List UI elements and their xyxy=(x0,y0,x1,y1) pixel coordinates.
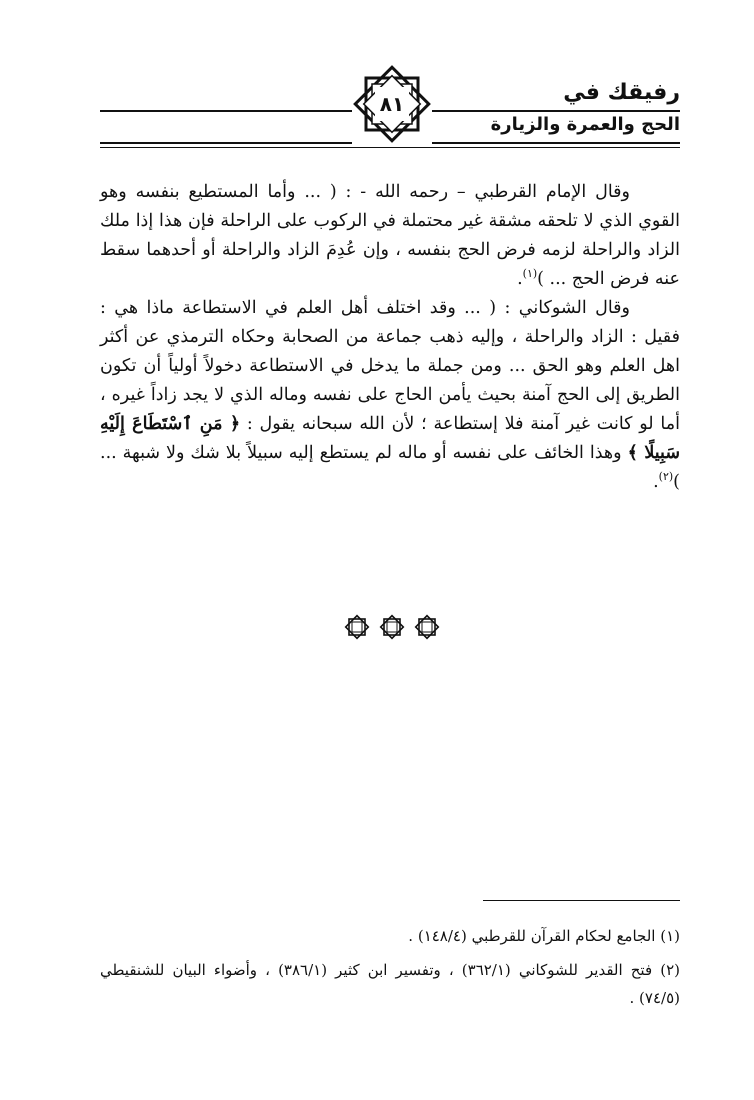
footnote-ref-1: (١) xyxy=(522,267,538,281)
book-title-top: رفيقك في xyxy=(563,80,680,105)
quran-verse: ﴿ مَنِ ٱسْتَطَاعَ إِلَيْهِ سَبِيلًا ﴾ xyxy=(100,414,681,463)
footnote-2: (٢) فتح القدير للشوكاني (٣٦٢/١) ، وتفسير ابن كثير (٣٨٦/١) ، وأضواء البيان للشنقيطي (٧٤/٥) . xyxy=(100,961,680,1007)
paragraph-2-text-before: وقال الشوكاني : ( ... وقد اختلف أهل العلم في الاستطاعة ماذا هي : فقيل : الزاد والراحلة ، وإليه ذهب جماعة من الصحابة وحكاه الترمذي عن أكثر اهل العلم وهو الحق ... ومن جملة ما يدخل في الاستطاعة دخولاً أولياً أن تكون الطريق إلى الحج آمنة بحيث يأمن الحاج على نفسه وماله الذي لا يجد زاداً غيره ، أما لو كانت غير آمنة فلا إستطاعة ؛ لأن الله سبحانه يقول : xyxy=(100,298,680,434)
paragraph-qurtubi: وقال الإمام القرطبي – رحمه الله - : ( ... وأما المستطيع بنفسه وهو القوي الذي لا تلحقه مشقة غير محتملة في الركوب على الراحلة فإن هذا إذا ملك الزاد والراحلة لزمه فرض الحج بنفسه ، وإن عُدِمَ الزاد والراحلة أو أحدهما سقط عنه فرض الحج ... )$^{(١)}$. xyxy=(100,182,680,289)
star-ornament-icon xyxy=(377,612,407,642)
paragraph-2-text-after: وهذا الخائف على نفسه أو ماله لم يستطع إليه سبيلاً بلا شك ولا شبهة ... ) xyxy=(100,443,680,492)
page-number: ٨١ xyxy=(379,92,405,116)
header-rule-bottom-thin xyxy=(100,147,680,148)
book-title-bottom: الحج والعمرة والزيارة xyxy=(490,114,680,135)
body-text xyxy=(100,178,680,497)
footnote-ref-2: (٢) xyxy=(658,470,674,484)
footnote-1: (١) الجامع لحكام القرآن للقرطبي (١٤٨/٤) . xyxy=(408,927,680,945)
paragraph-shawkani: وقال الشوكاني : ( ... وقد اختلف أهل العلم في الاستطاعة ماذا هي : فقيل : الزاد والراحلة ، وإليه ذهب جماعة من الصحابة وحكاه الترمذي عن أكثر اهل العلم وهو الحق ... ومن جملة ما يدخل في الاستطاعة دخولاً أولياً أن تكون الطريق إلى الحج آمنة بحيث يأمن الحاج على نفسه وماله الذي لا يجد زاداً غيره ، أما لو كانت غير آمنة فلا إستطاعة ؛ لأن الله سبحانه يقول : ﴿ مَنِ ٱسْتَطَاعَ إِلَيْهِ سَبِيلًا ﴾ وهذا الخائف على نفسه أو ماله لم يستطع إليه سبيلاً بلا شك ولا شبهة ... )$^{(٢)}$. xyxy=(100,298,681,492)
paragraph-1-text: وقال الإمام القرطبي – رحمه الله - : ( ... وأما المستطيع بنفسه وهو القوي الذي لا تلحقه مشقة غير محتملة في الركوب على الراحلة فإن هذا إذا ملك الزاد والراحلة لزمه فرض الحج بنفسه ، وإن عُدِمَ الزاد والراحلة أو أحدهما سقط عنه فرض الحج ... ) xyxy=(100,182,680,289)
star-ornament-icon xyxy=(412,612,442,642)
star-ornament-icon xyxy=(342,612,372,642)
section-ornament xyxy=(342,612,442,646)
page-header xyxy=(100,62,680,162)
footnote-divider xyxy=(483,900,680,901)
page-number-badge xyxy=(352,64,432,144)
footnotes xyxy=(100,922,680,1018)
